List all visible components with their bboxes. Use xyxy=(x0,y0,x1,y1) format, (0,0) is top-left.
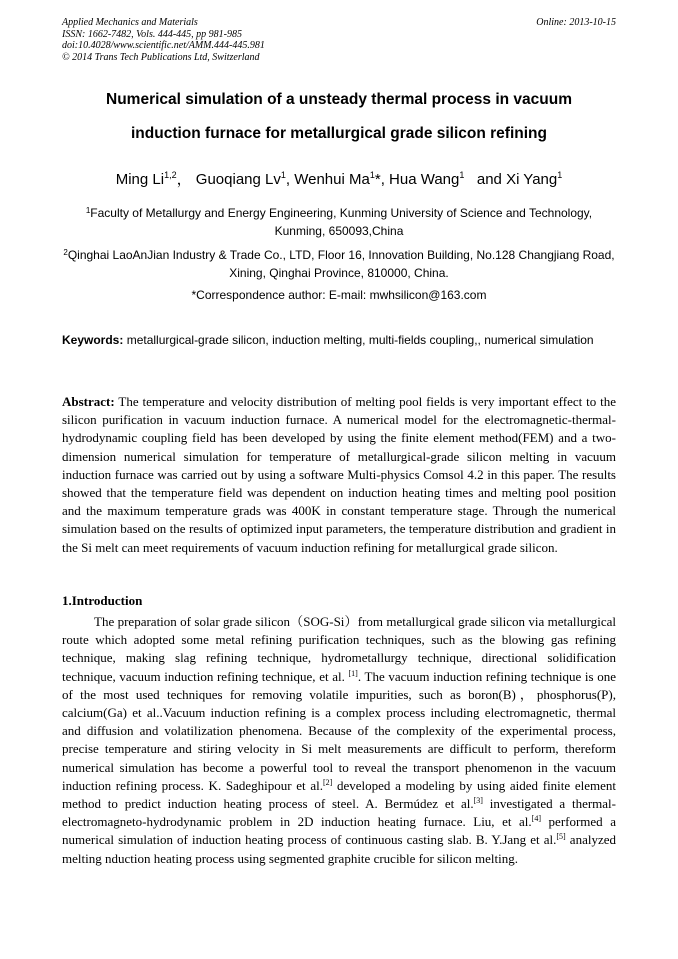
intro-text: developed a modeling by using aided finite element method to predict induction heating process of steel. A. Bermúdez et al. xyxy=(62,777,617,812)
abstract-block xyxy=(62,393,616,557)
intro-text: analyzed melting nduction heating process using segmented graphite crucible for silicon melting. xyxy=(62,832,617,866)
keywords-label: Keywords: xyxy=(62,333,124,347)
affiliation-text: Qinghai LaoAnJian Industry & Trade Co., LTD, Floor 16, Innovation Building, No.128 Changjiang Road, Xining, Qinghai Province, 810000, China. xyxy=(67,248,615,280)
affiliation-mark: 1 xyxy=(85,206,91,215)
author-name: Guoqiang Lv xyxy=(195,171,281,188)
citation-ref: [5] xyxy=(556,832,566,842)
author-name: Wenhui Ma xyxy=(294,171,370,188)
copyright-line: © 2014 Trans Tech Publications Ltd, Switzerland xyxy=(62,51,260,63)
affiliation-mark: 2 xyxy=(63,248,68,257)
intro-text: performed a numerical simulation of induction heating process of continuous casting slab. B. Y.Jang et al. xyxy=(62,814,616,848)
paper-title-line-1: Numerical simulation of a unsteady thermal process in vacuum xyxy=(106,91,572,108)
author-affiliation-mark: 1 xyxy=(459,170,465,180)
citation-ref: [4] xyxy=(531,814,541,824)
introduction-paragraph xyxy=(62,613,616,868)
section-heading-introduction: 1.Introduction xyxy=(62,593,143,608)
author-name: Xi Yang xyxy=(506,171,558,188)
intro-text: . The vacuum induction refining technique is one of the most used techniques for removing volatile impurities, such as boron(B)，phosphorus(P), calcium(Ga) et al..Vacuum induction refining is a complex process including electromagnetic, thermal and diffusion and volatilization phenomena. Because of the complexity of the experimental process, precise temperature and stiring velocity in Si melt measurements are difficult to perform, thereform numerical simulation has become a powerful tool to reveal the transport phenomenon in the vacuum induction refining process. K. Sadeghipour et al. xyxy=(62,668,616,793)
author-affiliation-mark: 1 xyxy=(557,170,563,180)
online-date: Online: 2013-10-15 xyxy=(536,17,616,28)
doi-line: doi:10.4028/www.scientific.net/AMM.444-445.981 xyxy=(62,40,265,51)
correspondence-line: *Correspondence author: E-mail: mwhsilicon@163.com xyxy=(191,288,487,302)
citation-ref: [2] xyxy=(322,777,333,787)
author-name: Ming Li xyxy=(115,171,165,188)
abstract-label: Abstract: xyxy=(62,394,115,409)
issn-line: ISSN: 1662-7482, Vols. 444-445, pp 981-985 xyxy=(62,28,242,40)
journal-header xyxy=(62,17,616,63)
keywords-block xyxy=(62,331,616,349)
journal-name: Applied Mechanics and Materials xyxy=(62,17,198,28)
keywords-text: metallurgical-grade silicon, induction melting, multi-fields coupling,, numerical simulation xyxy=(126,333,594,347)
citation-ref: [3] xyxy=(473,796,483,806)
citation-ref: [1] xyxy=(348,668,358,678)
abstract-text: The temperature and velocity distribution of melting pool fields is very important effect to the silicon purification in vacuum induction furnace. A numerical model for the electromagnetic-thermal-hydrodynamic coupling field has been developed by using the finite element method(FEM) and a two-dimension numerical simulation for temperature of metallurgical-grade silicon melting in vacuum induction furnace was carried out by using a software Multi-physics Comsol 4.2 in this paper. The results showed that the temperature field was dependent on induction heating times and melting pool position and the maximum temperature grads was 400K in constant temperature stage. Through the numerical simulation based on the results of optimized input parameters, the temperature distribution and gradient in the Si melt can meet requirements of vacuum induction refining for metallurgical grade silicon. xyxy=(62,394,617,555)
author-affiliation-mark: 1,2 xyxy=(164,170,177,180)
intro-text: investigated a thermal-electromagneto-hydrodynamic problem in 2D induction heating furnace. Liu, et al. xyxy=(62,796,616,830)
author-name: Hua Wang xyxy=(389,171,460,188)
corresponding-author-mark: * xyxy=(374,171,381,188)
intro-text: The preparation of solar grade silicon（SOG-Si）from metallurgical grade silicon via metallurgical route which adopted some metal refining purification techniques, such as the blowing gas refining technique, making slag refining technique, hydrometallurgy technique, directional solidification technique, vacuum induction refining technique, et al. xyxy=(62,614,616,684)
author-list: Ming Li$^{1,2}$， Guoqiang Lv$^1$, Wenhui Ma$^1$*, Hua Wang$^1$ and Xi Yang$^1$ xyxy=(115,170,563,188)
affiliation-2 xyxy=(62,244,616,282)
author-affiliation-mark: 1 xyxy=(369,170,375,180)
affiliation-1 xyxy=(62,202,616,240)
affiliation-text: Faculty of Metallurgy and Energy Engineering, Kunming University of Science and Technology, Kunming, 650093,China xyxy=(90,206,593,238)
author-separator: ， xyxy=(176,171,192,188)
paper-title-line-2: induction furnace for metallurgical grade silicon refining xyxy=(131,125,547,142)
author-conjunction: and xyxy=(476,171,502,188)
author-affiliation-mark: 1 xyxy=(280,170,286,180)
